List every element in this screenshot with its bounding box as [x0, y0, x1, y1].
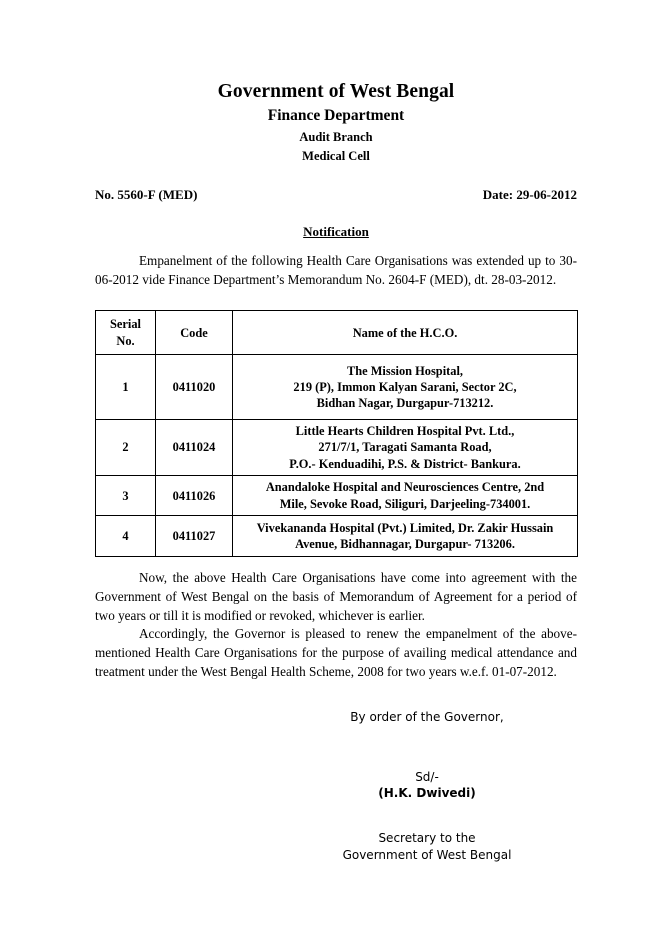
designation-line: Government of West Bengal [342, 847, 512, 862]
cell-name-line: Mile, Sevoke Road, Siliguri, Darjeeling-734001. [279, 496, 531, 511]
signature-block [95, 710, 577, 864]
column-header-code: Code [156, 311, 233, 355]
cell-serial: 1 [96, 355, 156, 420]
cell-name-line: Vivekananda Hospital (Pvt.) Limited, Dr. Zakir Hussain [256, 520, 554, 535]
body-paragraph-2: Accordingly, the Governor is pleased to renew the empanelment of the above-mentioned Health Care Organisations for the purpose of availing medical attendance and treatment under the West Bengal Health Scheme, 2008 for two years w.e.f. 01-07-2012. [95, 626, 577, 679]
cell-name-line: 219 (P), Immon Kalyan Sarani, Sector 2C, [293, 379, 517, 394]
cell-name [233, 516, 578, 557]
cell-serial: 4 [96, 516, 156, 557]
table-header [96, 311, 578, 355]
table-row [96, 516, 578, 557]
table-body [96, 355, 578, 557]
branch-title: Audit Branch [299, 130, 373, 145]
body-paragraph-1: Now, the above Health Care Organisations have come into agreement with the Government of West Bengal on the basis of Memorandum of Agreement for a period of two years or till it is modified or revoked, whichever is earlier. [95, 570, 577, 623]
document-content [95, 0, 577, 864]
cell-code: 0411027 [156, 516, 233, 557]
cell-name [233, 420, 578, 476]
cell-name-line: Bidhan Nagar, Durgapur-713212. [316, 396, 494, 411]
cell-name-line: 271/7/1, Taragati Samanta Road, [318, 440, 492, 455]
reference-number: No. 5560-F (MED) [95, 186, 198, 202]
letterhead [95, 0, 577, 164]
signer-name: (H.K. Dwivedi) [378, 786, 476, 801]
cell-name-line: Avenue, Bidhannagar, Durgapur- 713206. [295, 537, 515, 552]
signer-designation [277, 830, 577, 864]
sd-line: Sd/- [415, 770, 439, 785]
cell-name [233, 355, 578, 420]
by-order-line: By order of the Governor, [350, 709, 504, 724]
cell-name-line: Anandaloke Hospital and Neurosciences Centre, 2nd [265, 480, 545, 495]
reference-row [95, 187, 577, 203]
signature-block-inner [277, 710, 577, 864]
table-row [96, 476, 578, 516]
cell-name-line: P.O.- Kenduadihi, P.S. & District- Bankura. [289, 456, 521, 471]
cell-serial: 3 [96, 476, 156, 516]
cell-code: 0411024 [156, 420, 233, 476]
cell-code: 0411020 [156, 355, 233, 420]
notification-intro-paragraph: Empanelment of the following Health Care Organisations was extended up to 30-06-2012 vide Finance Department’s Memorandum No. 2604-F (MED), dt. 28-03-2012. [95, 252, 577, 287]
designation-line: Secretary to the [378, 830, 476, 845]
cell-code: 0411026 [156, 476, 233, 516]
table-header-row [96, 311, 578, 355]
cell-name [233, 476, 578, 516]
notification-heading: Notification [303, 223, 369, 239]
reference-date: Date: 29-06-2012 [482, 186, 577, 202]
hco-table [95, 310, 578, 557]
table-row [96, 420, 578, 476]
department-title: Finance Department [267, 107, 405, 124]
cell-name-line: Little Hearts Children Hospital Pvt. Ltd., [295, 424, 515, 439]
cell-name-line: The Mission Hospital, [346, 363, 463, 378]
table-row [96, 355, 578, 420]
column-header-serial: Serial No. [96, 311, 156, 355]
organisation-title: Government of West Bengal [217, 81, 455, 102]
cell-serial: 2 [96, 420, 156, 476]
cell-title: Medical Cell [302, 148, 370, 163]
column-header-name: Name of the H.C.O. [233, 311, 578, 355]
